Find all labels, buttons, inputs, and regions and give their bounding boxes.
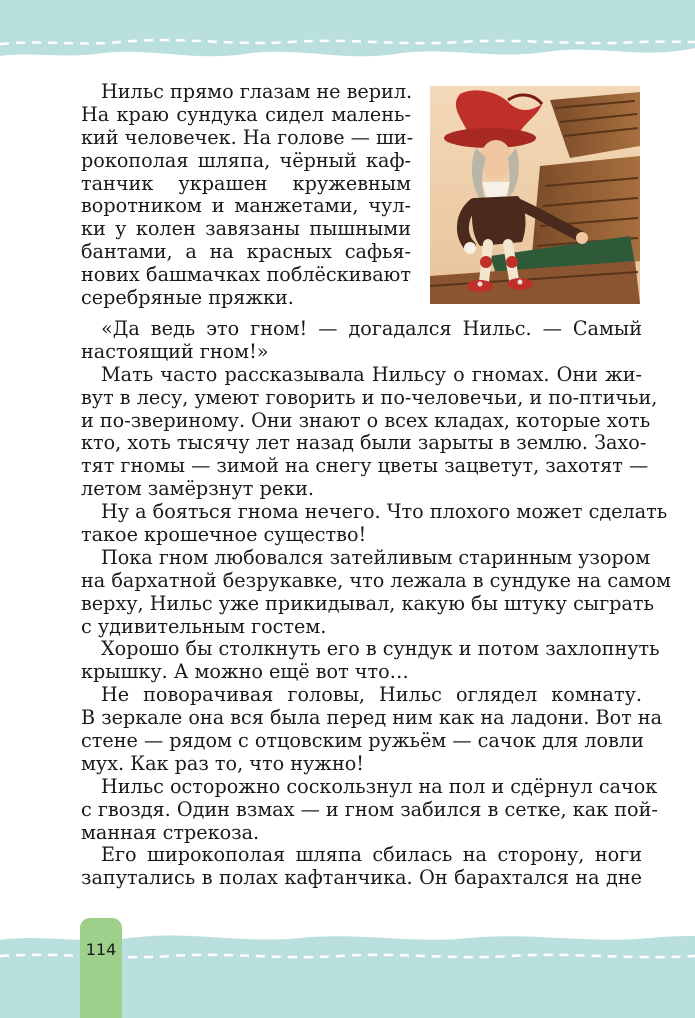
text-line: Ну а бояться гнома нечего. Что плохого может сделать [101, 500, 668, 524]
text-line: стене — рядом с отцовским ружьём — сачок для ловли [81, 729, 644, 753]
text-line: мух. Как раз то, что нужно! [81, 751, 364, 775]
text-line: «Да ведь это гном! — догадался Нильс. — Самый [101, 317, 642, 340]
text-line: с гвоздя. Один взмах — и гном забился в сетке, как пой- [81, 797, 658, 821]
text-line: На краю сундука сидел малень- [81, 102, 411, 126]
text-line: Мать часто рассказывала Нильсу о гномах. Они жи- [101, 362, 642, 386]
text-line: Хорошо бы столкнуть его в сундук и потом захлопнуть [101, 637, 660, 661]
text-line: вут в лесу, умеют говорить и по-человечьи, и по-птичьи, [81, 385, 658, 409]
text-line: такое крошечное существо! [81, 523, 367, 547]
text-line: танчик украшен кружевным [81, 171, 411, 195]
text-line: серебряные пряжки. [81, 286, 294, 310]
text-line: и по-звериному. Они знают о всех кладах, которые хоть [81, 408, 651, 432]
text-line: Не поворачивая головы, Нильс оглядел комнату. [101, 683, 642, 707]
text-line: В зеркале она вся была перед ним как на ладони. Вот на [81, 706, 663, 730]
text-line: настоящий гном!» [81, 339, 269, 363]
text-line: Нильс прямо глазам не верил. [101, 80, 413, 103]
text-line: манная стрекоза. [81, 820, 260, 844]
text-line: бантами, а на красных сафья- [81, 240, 411, 264]
text-line: Пока гном любовался затейливым старинным узором [101, 545, 651, 569]
page-number: 114 [85, 940, 117, 959]
text-line: верху, Нильс уже прикидывал, какую бы штуку сыграть [81, 591, 654, 615]
text-line: крышку. А можно ещё вот что… [81, 660, 409, 684]
text-line: рокополая шляпа, чёрный каф- [81, 148, 411, 172]
text-line: воротником и манжетами, чул- [81, 194, 411, 218]
page-number-tab [80, 918, 122, 1018]
text-line: кий человечек. На голове — ши- [81, 125, 414, 149]
text-column-main [81, 317, 671, 890]
text-line: с удивительным гостем. [81, 614, 327, 638]
gnome-illustration [430, 86, 640, 304]
text-line: Его широкополая шляпа сбилась на сторону, ноги [101, 843, 642, 867]
text-line: на бархатной безрукавке, что лежала в сундуке на самом [81, 568, 671, 592]
text-line: тят гномы — зимой на снегу цветы зацветут, захотят — [81, 454, 649, 478]
text-line: запутались в полах кафтанчика. Он барахтался на дне [81, 866, 642, 890]
text-line: летом замёрзнут реки. [81, 477, 314, 501]
text-line: нових башмачках поблёскивают [81, 263, 411, 287]
text-line: кто, хоть тысячу лет назад были зарыты в землю. Захо- [81, 431, 647, 455]
text-line: ки у колен завязаны пышными [81, 217, 411, 241]
text-column-beside-illustration [81, 80, 414, 310]
text-line: Нильс осторожно соскользнул на пол и сдёрнул сачок [101, 774, 658, 798]
top-decorative-band [0, 0, 695, 70]
